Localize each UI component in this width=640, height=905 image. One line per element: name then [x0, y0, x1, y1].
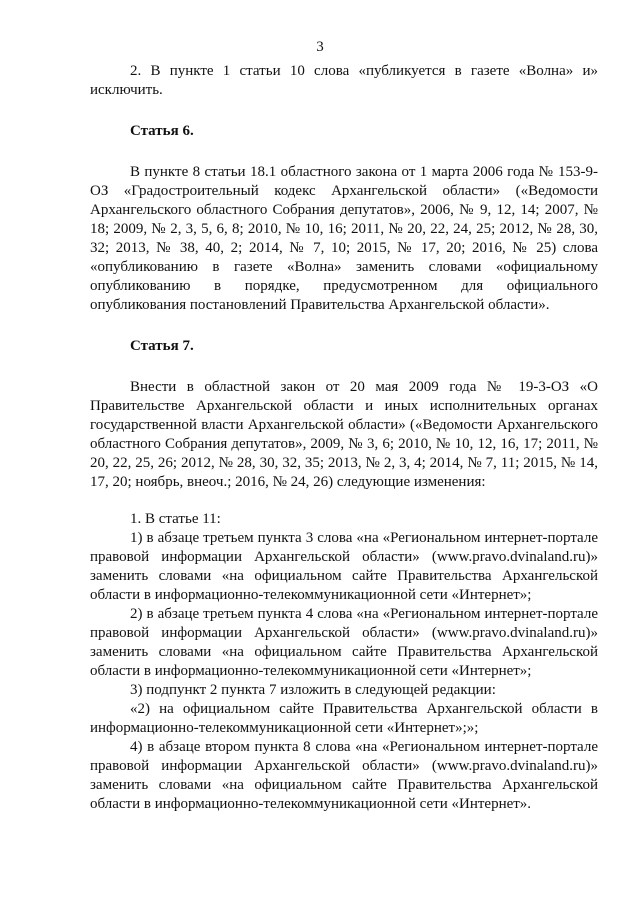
heading-article-7: Статья 7. — [130, 338, 194, 354]
document-body — [90, 62, 598, 814]
paragraph-subitem-1: 1) в абзаце третьем пункта 3 слова «на «Региональном интернет-портале правовой информации Архангельской области» (www.pravo.dvinaland.ru)» заменить словами «на официальном сайте Правительства Архангельской области в информационно-телекоммуникационной сети «Интернет»; — [90, 530, 598, 603]
paragraph-subitem-3: 3) подпункт 2 пункта 7 изложить в следующей редакции: — [130, 682, 496, 698]
paragraph-article5-item2: 2. В пункте 1 статьи 10 слова «публикуется в газете «Волна» и» исключить. — [90, 63, 598, 98]
paragraph-article11-intro: 1. В статье 11: — [130, 511, 221, 527]
paragraph-article7-intro: Внести в областной закон от 20 мая 2009 года № 19-3-ОЗ «О Правительстве Архангельской области и иных исполнительных органах государственной власти Архангельской области» («Ведомости Архангельского областного Собрания депутатов», 2009, № 3, 6; 2010, № 10, 12, 16, 17; 2011, № 20, 22, 25, 26; 2012, № 28, 30, 32, 35; 2013, № 2, 3, 4; 2014, № 7, 11; 2015, № 14, 17, 20; ноябрь, внеоч.; 2016, № 24, 26) следующие изменения: — [90, 379, 598, 490]
paragraph-subitem-2: 2) в абзаце третьем пункта 4 слова «на «Региональном интернет-портале правовой информации Архангельской области» (www.pravo.dvinaland.ru)» заменить словами «на официальном сайте Правительства Архангельской области в информационно-телекоммуникационной сети «Интернет»; — [90, 606, 598, 679]
paragraph-article6-text: В пункте 8 статьи 18.1 областного закона от 1 марта 2006 года № 153-9-ОЗ «Градостроительный кодекс Архангельской области» («Ведомости Архангельского областного Собрания депутатов», 2006, № 9, 12, 14; 2007, № 18; 2009, № 2, 3, 5, 6, 8; 2010, № 10, 16; 2011, № 20, 22, 24, 25; 2012, № 28, 30, 32; 2013, № 38, 40, 2; 2014, № 7, 10; 2015, № 17, 20; 2016, № 25) слова «опубликованию в газете «Волна» заменить словами «официальному опубликованию в порядке, предусмотренном для официального опубликования постановлений Правительства Архангельской области». — [90, 164, 598, 313]
heading-article-6: Статья 6. — [130, 123, 194, 139]
paragraph-subitem-3-quote: «2) на официальном сайте Правительства Архангельской области в информационно-телекоммуникационной сети «Интернет»;»; — [90, 701, 598, 736]
paragraph-subitem-4: 4) в абзаце втором пункта 8 слова «на «Региональном интернет-портале правовой информации Архангельской области» (www.pravo.dvinaland.ru)» заменить словами «на официальном сайте Правительства Архангельской области в информационно-телекоммуникационной сети «Интернет». — [90, 739, 598, 812]
page-number: 3 — [316, 39, 324, 55]
